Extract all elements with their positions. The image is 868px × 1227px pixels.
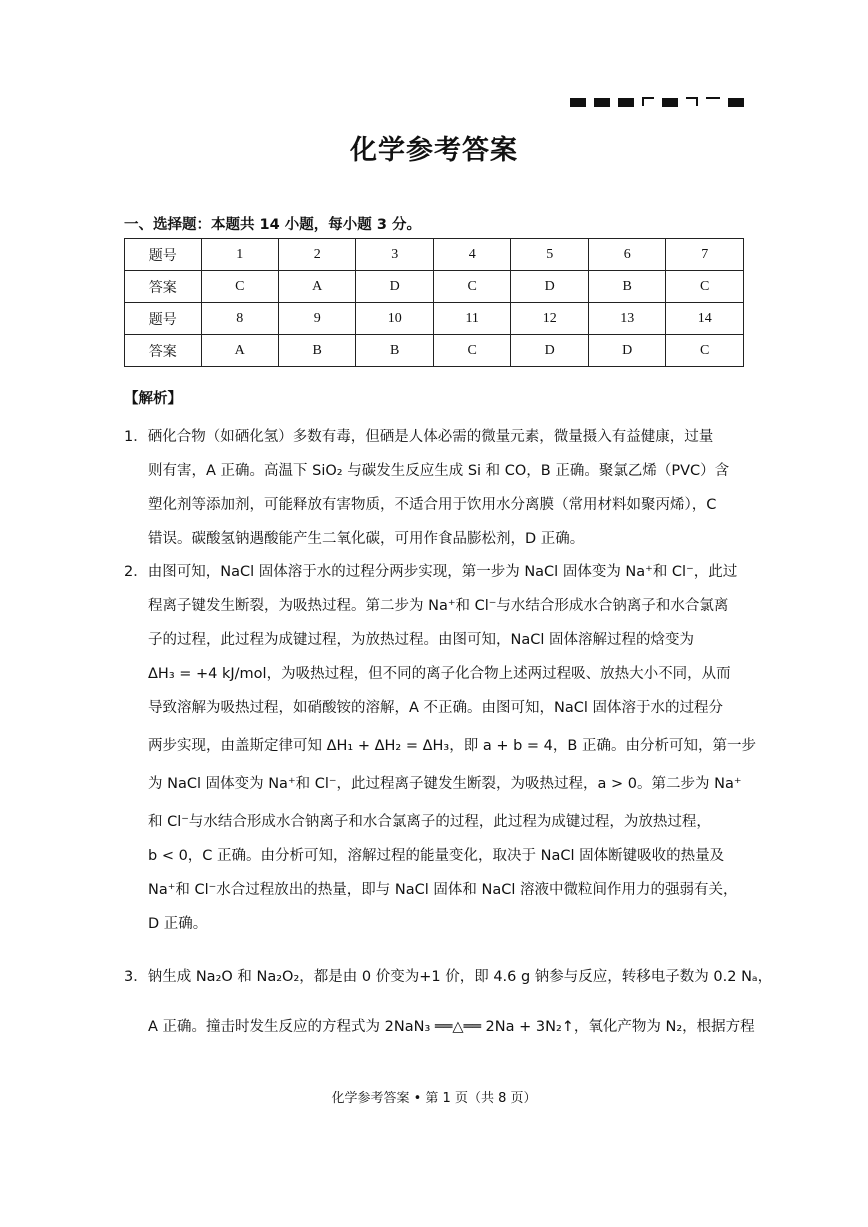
text-line: 程离子键发生断裂，为吸热过程。第二步为 Na⁺和 Cl⁻与水结合形成水合钠离子和水合氯离 [148,598,729,614]
table-cell: B [588,271,666,303]
row-header-cell: 题号 [125,239,202,271]
mark-block [662,98,678,107]
text-line: 子的过程，此过程为成键过程，为放热过程。由图可知，NaCl 固体溶解过程的焓变为 [148,632,694,648]
table-row [125,335,744,367]
text-line: 为 NaCl 固体变为 Na⁺和 Cl⁻，此过程离子键发生断裂，为吸热过程，a > 0。第二步为 Na⁺ [148,776,742,792]
table-cell: 13 [588,303,666,335]
text-line: 3．钠生成 Na₂O 和 Na₂O₂，都是由 0 价变为+1 价，即 4.6 g 钠参与反应，转移电子数为 0.2 Nₐ， [124,969,773,985]
row-header-cell: 题号 [125,303,202,335]
header-marks [570,96,744,108]
table-cell: D [511,271,589,303]
table-cell: 10 [356,303,434,335]
table-cell: 4 [433,239,511,271]
text-line: 两步实现，由盖斯定律可知 ΔH₁ + ΔH₂ = ΔH₃，即 a + b = 4，B 正确。由分析可知，第一步 [148,738,756,754]
text-line: 错误。碳酸氢钠遇酸能产生二氧化碳，可用作食品膨松剂，D 正确。 [148,531,585,547]
mark-dash [706,97,720,99]
mark-block [728,98,744,107]
table-cell: C [433,271,511,303]
text-line: 和 Cl⁻与水结合形成水合钠离子和水合氯离子的过程，此过程为成键过程，为放热过程， [148,814,711,830]
table-cell: C [666,335,744,367]
text-line: 1．硒化合物（如硒化氢）多数有毒，但硒是人体必需的微量元素，微量摄入有益健康，过量 [124,429,714,445]
text-line: ΔH₃ = +4 kJ/mol，为吸热过程，但不同的离子化合物上述两过程吸、放热大小不同，从而 [148,666,731,682]
mark-block [594,98,610,107]
text-line: b < 0，C 正确。由分析可知，溶解过程的能量变化，取决于 NaCl 固体断键吸收的热量及 [148,848,725,864]
text-line: 导致溶解为吸热过程，如硝酸铵的溶解，A 不正确。由图可知，NaCl 固体溶于水的过程分 [148,700,724,716]
table-cell: 6 [588,239,666,271]
table-cell: D [356,271,434,303]
text-line: 则有害，A 正确。高温下 SiO₂ 与碳发生反应生成 Si 和 CO，B 正确。聚氯乙烯（PVC）含 [148,463,730,479]
text-line: 塑化剂等添加剂，可能释放有害物质，不适合用于饮用水分离膜（常用材料如聚丙烯），C [148,497,717,513]
section-heading: 一、选择题：本题共 14 小题，每小题 3 分。 [124,217,421,233]
table-row [125,303,744,335]
text-line: D 正确。 [148,916,208,932]
table-cell: C [201,271,278,303]
table-cell: C [666,271,744,303]
mark-block [570,98,586,107]
page-title: 化学参考答案 [350,135,518,166]
table-cell: 11 [433,303,511,335]
table-cell: D [511,335,589,367]
table-cell: A [278,271,355,303]
table-cell: D [588,335,666,367]
table-cell: 8 [201,303,278,335]
page-footer: 化学参考答案 • 第 1 页（共 8 页） [331,1091,537,1106]
table-cell: 5 [511,239,589,271]
mark-corner [686,97,698,106]
table-cell: 1 [201,239,278,271]
text-line: Na⁺和 Cl⁻水合过程放出的热量，即与 NaCl 固体和 NaCl 溶液中微粒间作用力的强弱有关， [148,882,738,898]
text-line: A 正确。撞击时发生反应的方程式为 2NaN₃ ══△══ 2Na + 3N₂↑，氧化产物为 N₂，根据方程 [148,1019,755,1035]
table-cell: C [433,335,511,367]
row-header-cell: 答案 [125,335,202,367]
answer-table [124,238,744,367]
mark-corner [642,97,654,106]
mark-block [618,98,634,107]
table-cell: 2 [278,239,355,271]
table-cell: 14 [666,303,744,335]
table-cell: A [201,335,278,367]
table-row [125,239,744,271]
table-cell: 12 [511,303,589,335]
table-cell: 7 [666,239,744,271]
table-cell: 3 [356,239,434,271]
analysis-heading: 【解析】 [124,391,182,407]
table-cell: B [356,335,434,367]
row-header-cell: 答案 [125,271,202,303]
text-line: 2．由图可知，NaCl 固体溶于水的过程分两步实现，第一步为 NaCl 固体变为 Na⁺和 Cl⁻，此过 [124,564,738,580]
table-row [125,271,744,303]
table-cell: 9 [278,303,355,335]
table-cell: B [278,335,355,367]
